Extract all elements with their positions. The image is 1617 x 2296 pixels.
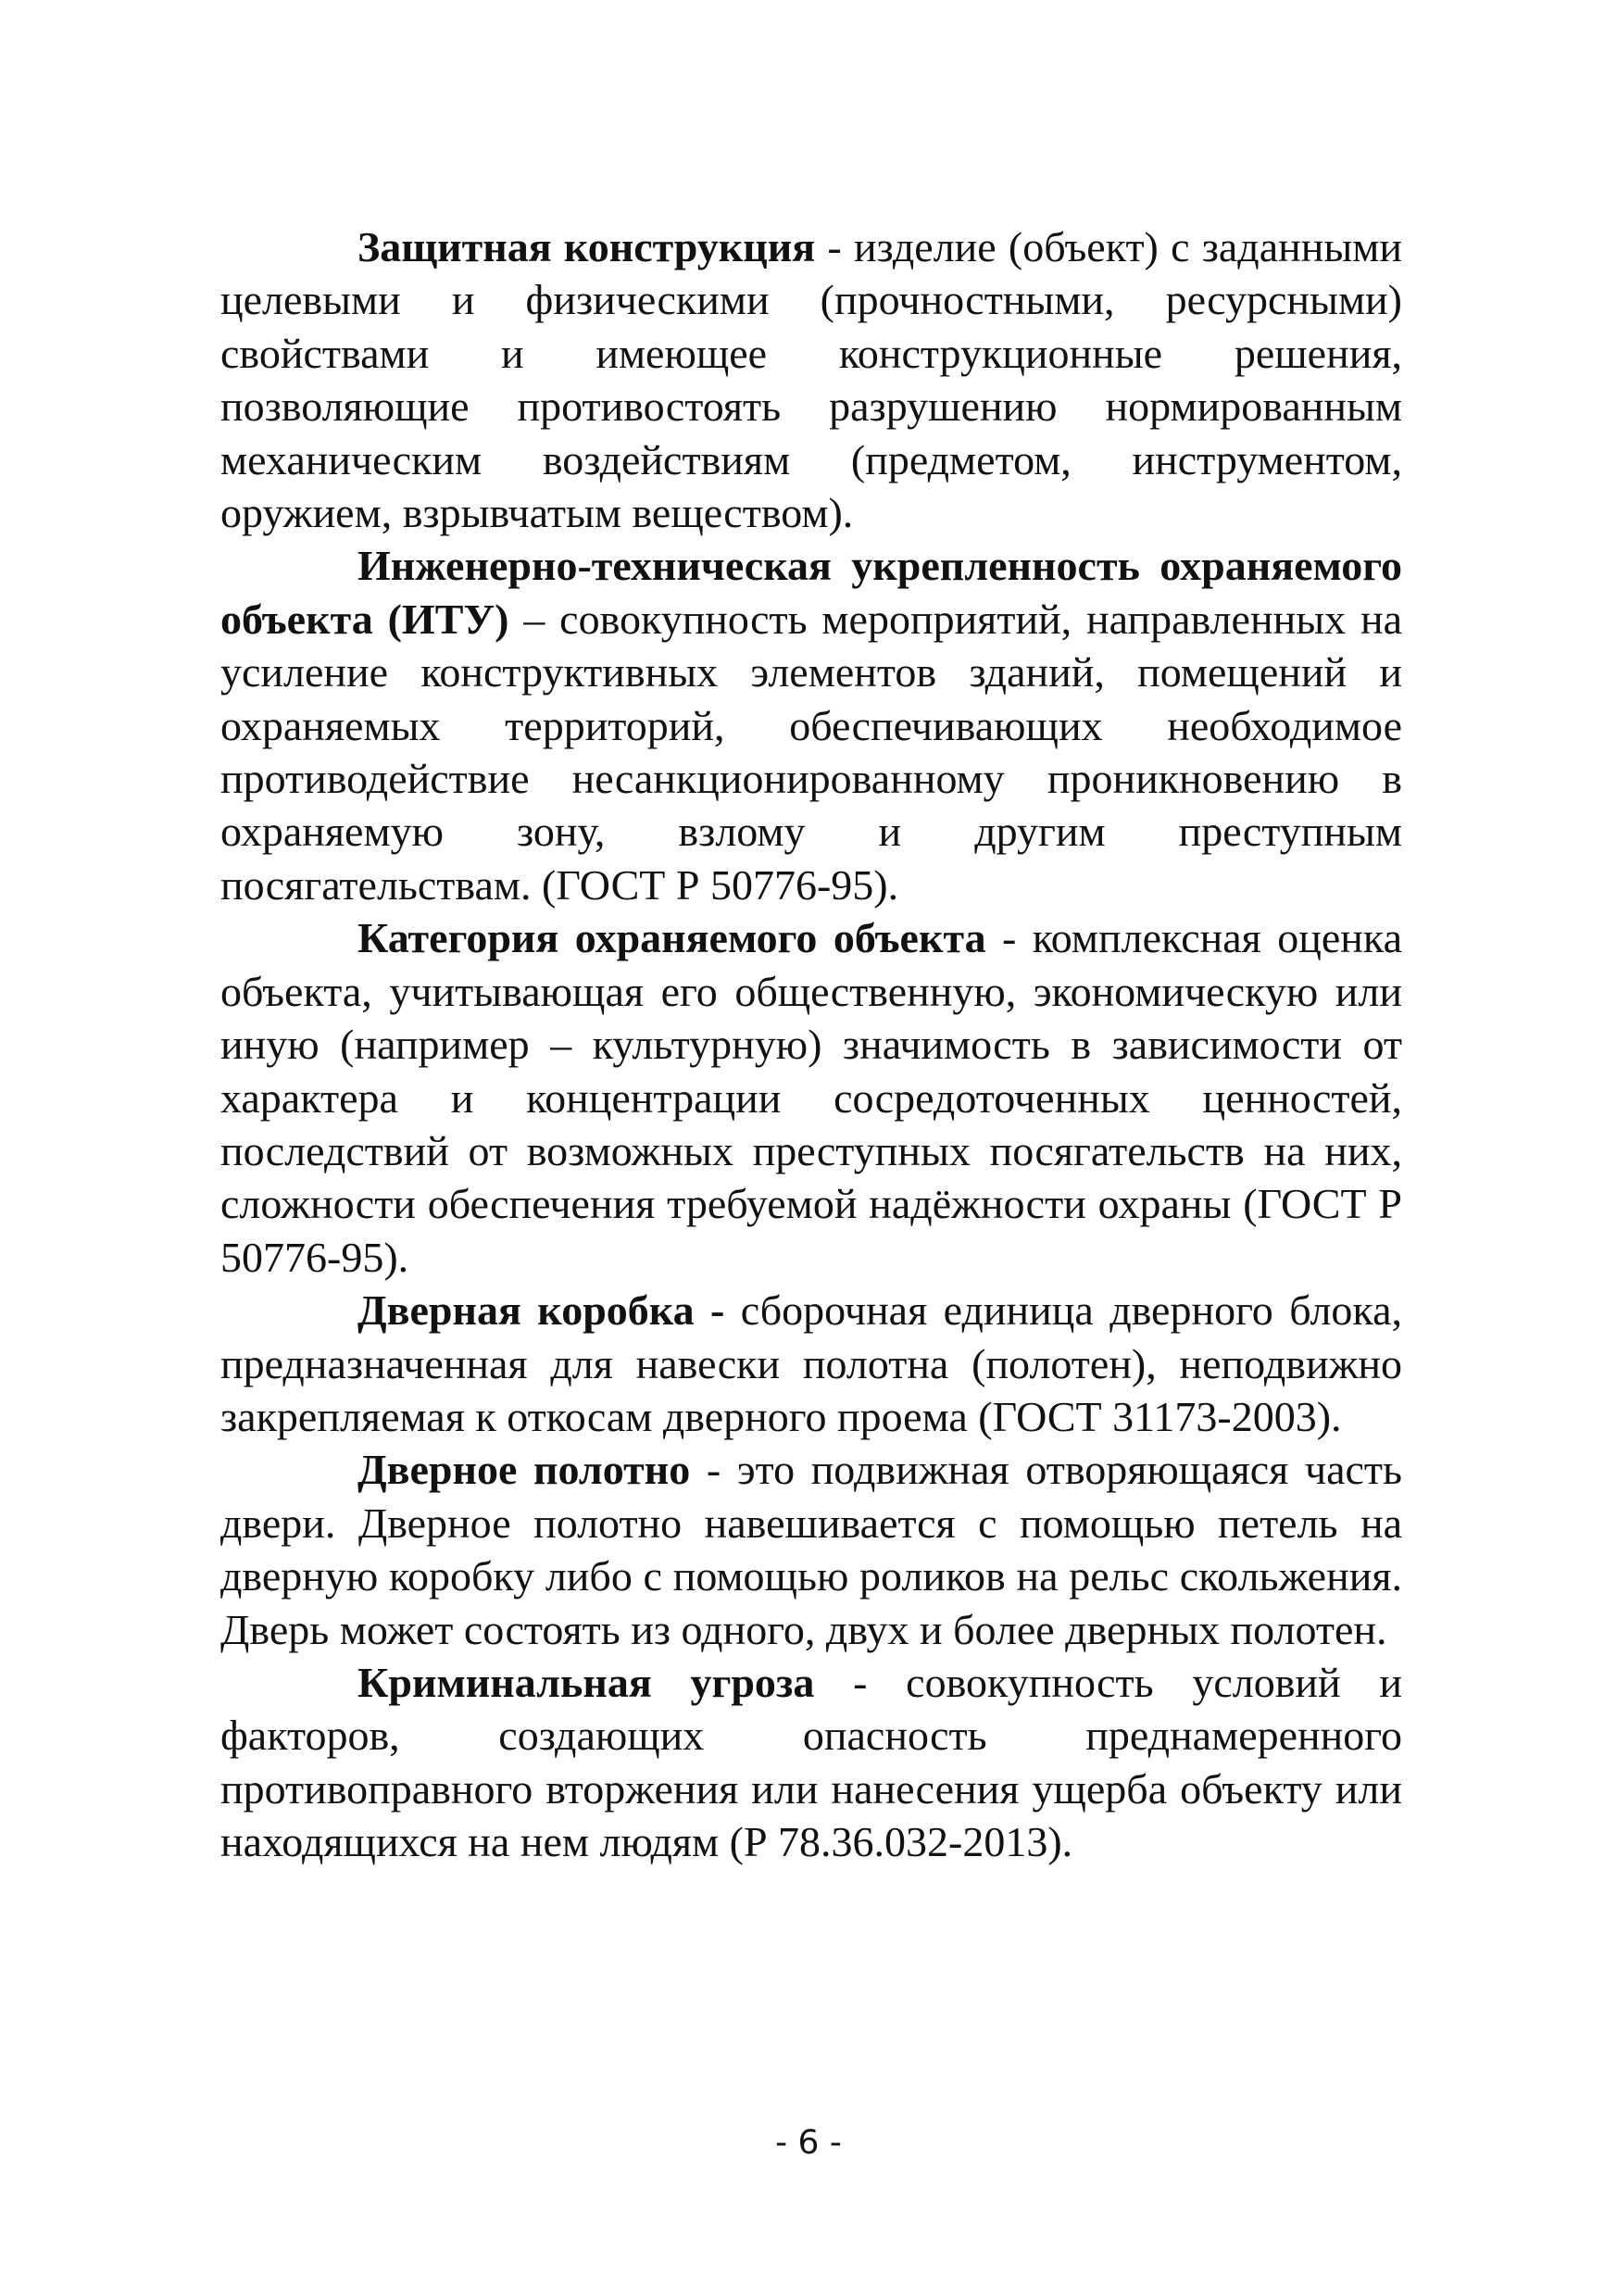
document-body <box>220 220 1402 1869</box>
definition-text: - комплексная оценка объекта, учитывающая его общественную, экономическую или иную (например – культурную) значимость в зависимости от характера и концентрации сосредоточенных ценностей, последствий от возможных преступных посягательств на них, сложности обеспечения требуемой надёжности охраны (ГОСТ Р 50776-95). <box>220 914 1402 1281</box>
definition-term: Инженерно-техническая укрепленность охраняемого объекта (ИТУ) <box>220 542 1402 643</box>
definition-term: Дверное полотно <box>357 1446 691 1494</box>
definition-text: - это подвижная отворяющаяся часть двери. Дверное полотно навешивается с помощью петель на дверную коробку либо с помощью роликов на рельс скольжения. Дверь может состоять из одного, двух и более дверных полотен. <box>220 1446 1402 1653</box>
definition-text: сборочная единица дверного блока, предназначенная для навески полотна (полотен), неподвижно закрепляемая к откосам дверного проема (ГОСТ 31173-2003). <box>220 1286 1402 1440</box>
definition-paragraph <box>220 220 1402 539</box>
definition-text: – совокупность мероприятий, направленных на усиление конструктивных элементов зданий, помещений и охраняемых территорий, обеспечивающих необходимое противодействие несанкционированному проникновению в охраняемую зону, взлому и другим преступным посягательствам. (ГОСТ Р 50776-95). <box>220 595 1403 909</box>
definition-text: - изделие (объект) с заданными целевыми и физическими (прочностными, ресурсными) свойствами и имеющее конструкционные решения, позволяющие противостоять разрушению нормированным механическим воздействиям (предметом, инструментом, оружием, взрывчатым веществом). <box>220 223 1402 537</box>
definition-term: Категория охраняемого объекта <box>357 914 986 962</box>
definition-paragraph <box>220 1656 1402 1869</box>
definition-term: Дверная коробка - <box>357 1286 725 1335</box>
definition-term: Криминальная угроза <box>357 1658 815 1706</box>
definition-paragraph <box>220 1284 1402 1443</box>
definition-paragraph <box>220 539 1402 911</box>
definition-term: Защитная конструкция <box>357 223 816 270</box>
definition-paragraph <box>220 911 1402 1284</box>
definition-paragraph <box>220 1443 1402 1656</box>
definition-text: - совокупность условий и факторов, создающих опасность преднамеренного противоправного вторжения или нанесения ущерба объекту или находящихся на нем людям (Р 78.36.032-2013). <box>220 1658 1402 1866</box>
page-number: - 6 - <box>775 2124 842 2162</box>
